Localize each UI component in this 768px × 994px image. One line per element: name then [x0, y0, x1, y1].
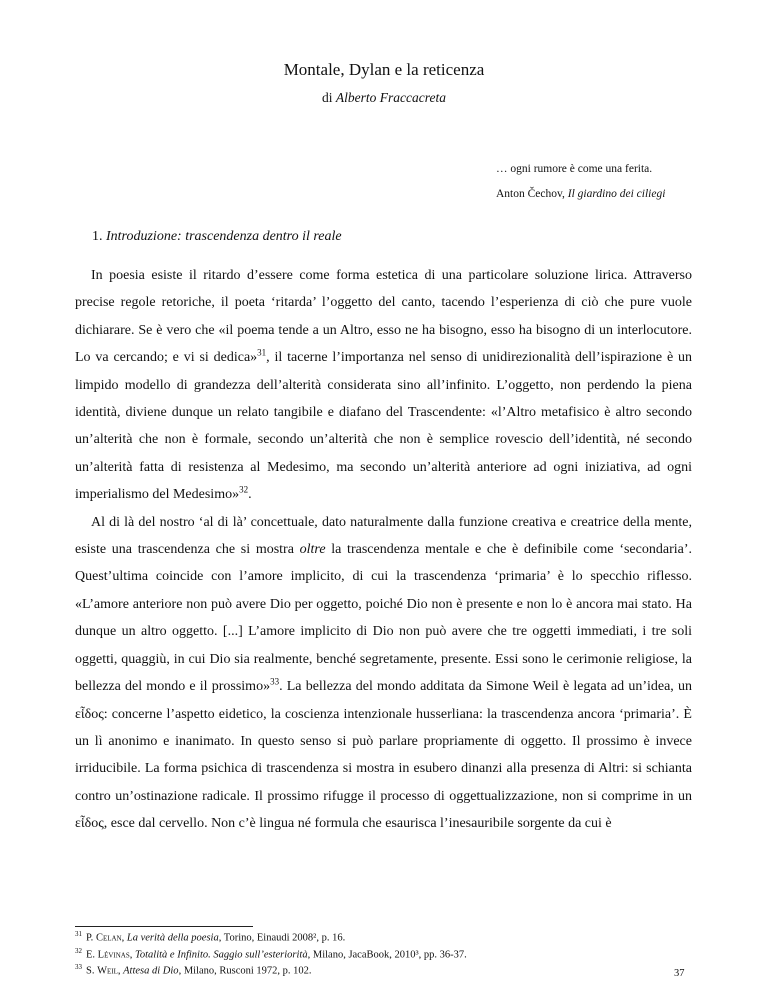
text-run: . La bellezza del mondo additata da Simone Weil è legata ad un’idea, un	[279, 679, 692, 695]
text-run: .	[248, 487, 252, 503]
footnote-ref[interactable]: 32	[239, 484, 249, 495]
text-run: In poesia esiste il ritardo d’essere come forma estetica di una particolare soluzione lirica. Attraverso precise regole retoriche, il poeta ‘ritarda’ l’oggetto del canto, tacendo l’esperienza di ciò che pure vuole dichiarare. Se è vero che «il poema tende a un Altro, esso ne ha bisogno, esso ha bisogno di un interlocutore. Lo va cercando; e vi si dedica»	[75, 268, 692, 366]
footnote-author: Weil	[97, 965, 118, 977]
text-run: : concerne l’aspetto eidetico, la coscienza intenzionale husserliana: la trascendenza ancora ‘primaria’. È un lì anonimo e inanimato. In questo senso si può parlare propriamente di oggetto. Il prossimo è invece irriducibile. La forma psichica di trascendenza si mostra in esubero dinanzi alla presenza di Altri: si schianta contro un’ostinazione radicale. Il prossimo rifugge il processo di oggettualizzazione, non si comprime in un	[75, 706, 692, 804]
footnote	[75, 945, 467, 962]
greek-term: εἶδος	[75, 816, 104, 832]
text-run: Al di là del nostro ‘al di là’ concettuale, dato naturalmente dalla funzione creativa e creatrice della mente, esiste una trascendenza che si mostra	[75, 514, 692, 558]
footnote	[75, 928, 467, 945]
footnote-number: 33	[75, 963, 82, 971]
footnote-ref[interactable]: 31	[257, 347, 267, 358]
body-text	[75, 262, 692, 838]
section-heading	[92, 229, 342, 245]
text-run: ,	[121, 932, 127, 944]
text-run: , esce dal cervello. Non c’è lingua né formula che esaurisca l’inesauribile sorgente da cui è	[103, 816, 612, 832]
text-run: , Milano, JacaBook, 2010³, pp. 36-37.	[307, 949, 467, 960]
footnote-author: Lévinas	[97, 949, 130, 960]
byline-prefix: di	[322, 90, 336, 105]
footnotes	[75, 928, 467, 978]
author-name: Alberto Fraccacreta	[335, 90, 446, 105]
text-run: , il tacerne l’importanza nel senso di unidirezionalità dell’ispirazione è un limpido modello di grandezza dell’alterità considerata sino all’infinito. L’oggetto, non perdendo la piena identità, diviene dunque un relato tangibile e diafano del Trascendente: «l’Altro metafisico è altro secondo un’alterità che non è formale, secondo un’alterità che non è semplice rovescio dell’identità, né secondo un’alterità fatta di resistenza al Medesimo, ma secondo un’alterità anteriore ad ogni iniziativa, ad ogni imperialismo del Medesimo»	[75, 350, 692, 503]
section-title: Introduzione: trascendenza dentro il reale	[106, 229, 342, 244]
greek-term: εἶδος	[75, 706, 104, 722]
page-number: 37	[674, 968, 685, 979]
footnote-author: Celan	[95, 932, 122, 944]
footnote-number: 31	[75, 930, 82, 938]
epigraph-author: Anton Čechov,	[496, 188, 568, 200]
article-title: Montale, Dylan e la reticenza	[283, 60, 485, 79]
text-run: ,	[129, 949, 136, 960]
footnote	[75, 961, 467, 978]
text-run: E.	[86, 949, 98, 960]
epigraph	[496, 157, 665, 207]
text-run: la trascendenza mentale e che è definibile come ‘secondaria’. Quest’ultima coincide con l’amore implicito, di cui la trascendenza ‘primaria’ è lo specchio riflesso. «L’amore anteriore non può avere Dio per oggetto, poiché Dio non è presente e non lo è ancora mai stato. Ha dunque un altro oggetto. [...] L’amore implicito di Dio non può avere che tre oggetti immediati, i tre soli oggetti, quaggiù, in cui Dio sia realmente, benché segretamente, presente. Essi sono le cerimonie religiose, la bellezza del mondo e il prossimo»	[75, 542, 692, 695]
paragraph	[75, 262, 692, 509]
epigraph-quote: … ogni rumore è come una ferita.	[496, 163, 653, 175]
footnote-number: 32	[75, 946, 82, 955]
text-run: P.	[86, 932, 96, 944]
text-run: S.	[86, 965, 98, 977]
paragraph	[75, 509, 692, 838]
epigraph-work: Il giardino dei ciliegi	[567, 188, 666, 200]
text-run: , Torino, Einaudi 2008², p. 16.	[218, 932, 346, 944]
epigraph-attribution	[496, 182, 665, 207]
text-run: , Milano, Rusconi 1972, p. 102.	[178, 965, 312, 977]
text-run: ,	[117, 965, 124, 977]
footnote-title: La verità della poesia	[126, 932, 219, 944]
footnote-divider	[75, 926, 253, 927]
footnote-title: Attesa di Dio	[123, 965, 179, 977]
footnote-title: Totalità e Infinito. Saggio sull’esteriorità	[135, 949, 308, 960]
footnote-ref[interactable]: 33	[270, 676, 280, 687]
byline	[0, 90, 768, 106]
emphasis: oltre	[299, 542, 326, 558]
section-number: 1.	[92, 229, 106, 244]
